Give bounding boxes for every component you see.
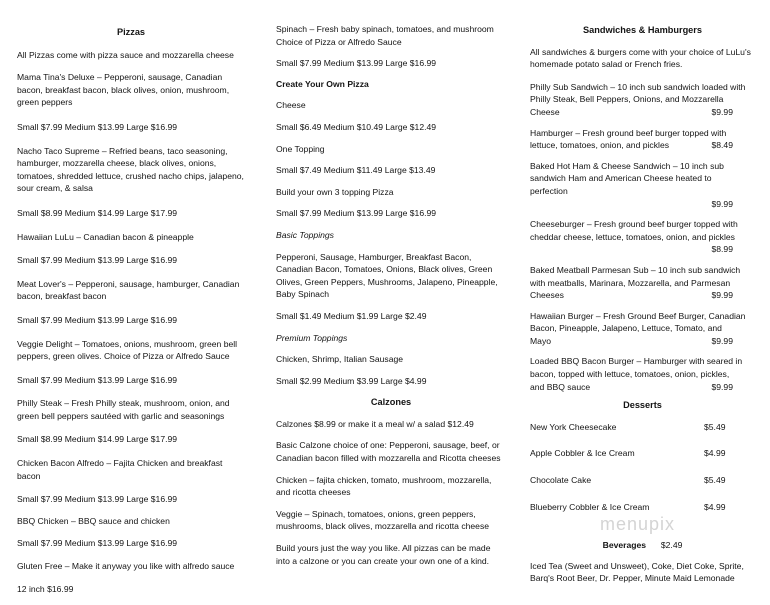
sandwich-desc-end: and BBQ sauce <box>530 381 591 392</box>
dessert-name: Blueberry Cobbler & Ice Cream <box>530 501 650 512</box>
sandwich-price: $8.49 <box>711 140 733 151</box>
sandwich-desc: Hamburger – Fresh ground beef burger topped with <box>530 127 727 138</box>
desserts-heading: Desserts <box>623 400 662 411</box>
pizza-price: Small $8.99 Medium $14.99 Large $17.99 <box>17 207 178 218</box>
pizza-desc: Veggie Delight – Tomatoes, onions, mushroom, green bell peppers, green olives. Choice of Pizza or Alfredo Sauce <box>17 338 238 362</box>
sandwich-desc-end: Mayo <box>530 335 552 346</box>
basic-toppings-heading: Basic Toppings <box>276 229 334 240</box>
sandwich-item <box>530 310 755 348</box>
pizza-price: Small $7.99 Medium $13.99 Large $16.99 <box>17 255 178 266</box>
pizza-price: Small $7.99 Medium $13.99 Large $16.99 <box>17 494 178 505</box>
right-column <box>530 24 755 585</box>
dessert-price: $5.49 <box>704 421 726 432</box>
middle-column <box>276 23 506 577</box>
watermark: menupix <box>600 514 676 534</box>
pizza-desc: Chicken Bacon Alfredo – Fajita Chicken and breakfast bacon <box>17 458 223 481</box>
cheese-label: Cheese <box>276 100 306 111</box>
basic-toppings-price: Small $1.49 Medium $1.99 Large $2.49 <box>276 310 427 321</box>
dessert-price: $4.99 <box>704 501 726 512</box>
basic-toppings-list: Pepperoni, Sausage, Hamburger, Breakfast Bacon, Canadian Bacon, Tomatoes, Onions, Black olives, Green Olives, Green Peppers, Mushrooms, Jalapeno, Pineapple, Baby Spinach <box>276 251 498 300</box>
sandwich-price: $9.99 <box>711 290 733 301</box>
sandwich-item <box>530 160 755 210</box>
calzone-item: Chicken – fajita chicken, tomato, mushroom, mozzarella, and ricotta cheeses <box>276 474 492 498</box>
pizza-desc: Nacho Taco Supreme – Refried beans, taco seasoning, hamburger, mozzarella cheese, black olives, onions, tomatoes, shredded lettuce, crushed nacho chips, jalapeno, sour cream, & salsa <box>17 145 244 194</box>
sandwich-desc-end: Cheeses <box>530 290 564 301</box>
sandwich-last-line <box>530 139 755 152</box>
beverages-header <box>530 539 755 552</box>
pizzas-column <box>17 26 245 605</box>
dessert-name: Apple Cobbler & Ice Cream <box>530 448 635 459</box>
spinach-desc: Spinach – Fresh baby spinach, tomatoes, and mushroom Choice of Pizza or Alfredo Sauce <box>276 24 494 47</box>
sandwich-price: $8.99 <box>711 244 733 255</box>
sandwiches-heading: Sandwiches & Hamburgers <box>583 25 702 35</box>
sandwich-item <box>530 355 755 393</box>
three-topping-label: Build your own 3 topping Pizza <box>276 186 394 197</box>
sandwich-desc: Philly Sub Sandwich – 10 inch sub sandwich loaded with Philly Steak, Bell Peppers, Onions, and Mozzarella <box>530 81 746 105</box>
sandwich-price: $9.99 <box>711 198 733 209</box>
sandwich-last-line <box>530 106 755 119</box>
dessert-row <box>530 474 755 487</box>
sandwich-item <box>530 218 755 256</box>
sandwich-price: $9.99 <box>711 335 733 346</box>
calzones-price-line: Calzones $8.99 or make it a meal w/ a salad $12.49 <box>276 418 474 429</box>
calzones-heading: Calzones <box>370 397 412 408</box>
dessert-row <box>530 447 755 460</box>
premium-toppings-heading: Premium Toppings <box>276 332 348 343</box>
calzone-item: Basic Calzone choice of one: Pepperoni, sausage, beef, or Canadian bacon filled with mozzarella and Ricotta cheeses <box>276 440 501 464</box>
dessert-row <box>530 501 755 514</box>
beverages-price: $2.49 <box>660 540 683 551</box>
beverages-list: Iced Tea (Sweet and Unsweet), Coke, Diet Coke, Sprite, Barq's Root Beer, Dr. Pepper, Minute Maid Lemonade <box>530 560 744 584</box>
sandwich-last-line <box>530 335 755 348</box>
pizza-desc: Meat Lover's – Pepperoni, sausage, hamburger, Canadian bacon, breakfast bacon <box>17 278 240 302</box>
one-topping-price: Small $7.49 Medium $11.49 Large $13.49 <box>276 165 436 176</box>
calzone-item: Build yours just the way you like. All pizzas can be made into a calzone or you can create your own one of a kind. <box>276 543 491 566</box>
dessert-price: $5.49 <box>704 475 726 486</box>
pizza-desc: Philly Steak – Fresh Philly steak, mushroom, onion, and green bell peppers sautéed with garlic and seasonings <box>17 398 230 421</box>
dessert-price: $4.99 <box>704 448 726 459</box>
sandwich-price: $9.99 <box>711 106 733 117</box>
pizza-price: Small $8.99 Medium $14.99 Large $17.99 <box>17 434 178 445</box>
premium-toppings-price: Small $2.99 Medium $3.99 Large $4.99 <box>276 375 427 386</box>
beverages-heading: Beverages <box>602 540 647 551</box>
pizza-desc: Gluten Free – Make it anyway you like with alfredo sauce <box>17 561 235 572</box>
one-topping-label: One Topping <box>276 143 325 154</box>
sandwich-desc: Baked Hot Ham & Cheese Sandwich – 10 inch sub sandwich Ham and American Cheese heated to perfection <box>530 160 724 196</box>
cheese-price: Small $6.49 Medium $10.49 Large $12.49 <box>276 121 437 132</box>
sandwich-desc: Cheeseburger – Fresh ground beef burger topped with cheddar cheese, lettuce, tomatoes, onion, and pickles <box>530 219 738 242</box>
sandwich-last-line <box>530 381 755 394</box>
sandwich-desc: Baked Meatball Parmesan Sub – 10 inch sub sandwich with meatballs, Marinara, Mozzarella, and Parmesan <box>530 264 741 288</box>
pizza-price: Small $7.99 Medium $13.99 Large $16.99 <box>17 374 178 385</box>
sandwich-desc-end: Cheese <box>530 106 560 117</box>
create-your-own-heading: Create Your Own Pizza <box>276 78 369 89</box>
three-topping-price: Small $7.99 Medium $13.99 Large $16.99 <box>276 208 437 219</box>
pizzas-intro: All Pizzas come with pizza sauce and mozzarella cheese <box>17 49 234 60</box>
dessert-name: New York Cheesecake <box>530 421 617 432</box>
dessert-row <box>530 421 755 434</box>
dessert-name: Chocolate Cake <box>530 475 592 486</box>
pizza-desc: Mama Tina's Deluxe – Pepperoni, sausage, Canadian bacon, breakfast bacon, black olives, onion, mushroom, green peppers <box>17 72 230 108</box>
sandwich-item <box>530 81 755 119</box>
pizza-price: 12 inch $16.99 <box>17 583 74 594</box>
sandwich-price: $9.99 <box>711 381 733 392</box>
sandwich-last-line <box>530 289 755 302</box>
calzone-item: Veggie – Spinach, tomatoes, onions, green peppers, mushrooms, black olives, mozzarella and ricotta cheese <box>276 508 490 532</box>
premium-toppings-list: Chicken, Shrimp, Italian Sausage <box>276 354 404 365</box>
pizza-price: Small $7.99 Medium $13.99 Large $16.99 <box>17 121 178 132</box>
pizza-price: Small $7.99 Medium $13.99 Large $16.99 <box>17 538 178 549</box>
pizza-price: Small $7.99 Medium $13.99 Large $16.99 <box>17 314 178 325</box>
pizza-desc: Hawaiian LuLu – Canadian bacon & pineapple <box>17 231 194 242</box>
pizzas-heading: Pizzas <box>116 27 146 37</box>
sandwich-item <box>530 264 755 302</box>
sandwich-item <box>530 127 755 152</box>
sandwich-desc-end: lettuce, tomatoes, onion, and pickles <box>530 140 670 151</box>
spinach-price: Small $7.99 Medium $13.99 Large $16.99 <box>276 58 437 69</box>
sandwich-desc: Hawaiian Burger – Fresh Ground Beef Burger, Canadian Bacon, Pineapple, Jalapeno, Lettuce, Tomato, and <box>530 310 746 334</box>
pizza-desc: BBQ Chicken – BBQ sauce and chicken <box>17 515 170 526</box>
sandwiches-intro: All sandwiches & burgers come with your choice of LuLu's homemade potato salad or French fries. <box>530 46 751 70</box>
sandwich-desc: Loaded BBQ Bacon Burger – Hamburger with seared in bacon, topped with lettuce, tomatoes, onion, pickles, <box>530 356 743 380</box>
